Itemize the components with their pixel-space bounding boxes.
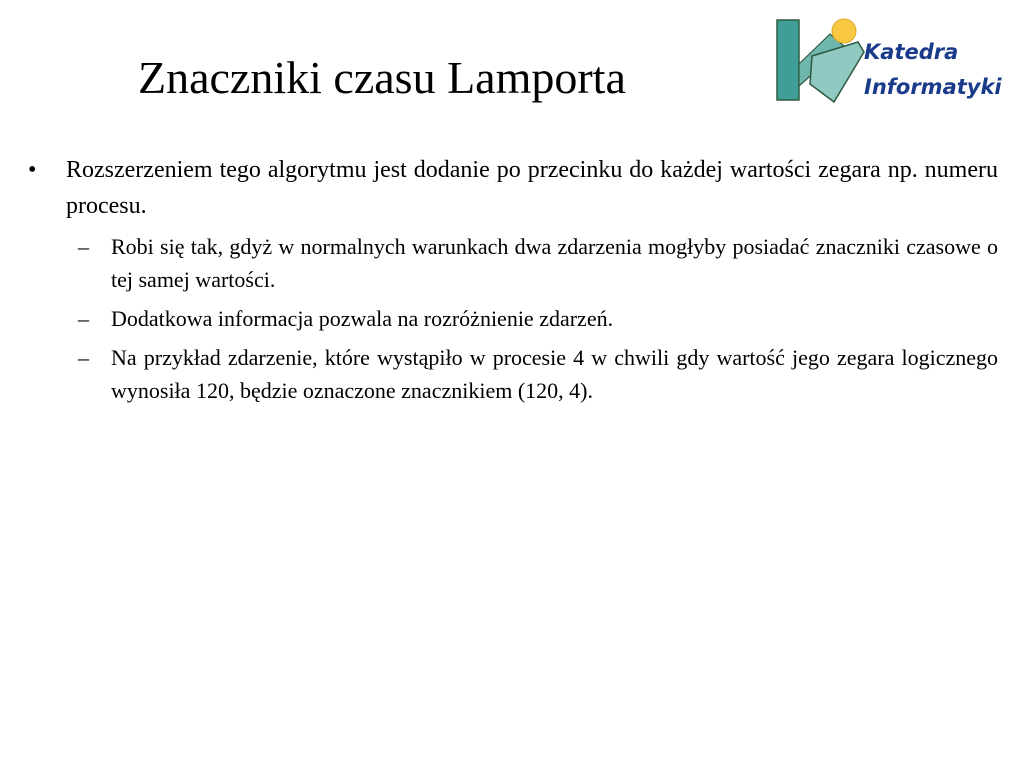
sub-bullet-item (22, 230, 998, 296)
logo-text-line1: Katedra (864, 40, 959, 64)
sub-bullet-text: Na przykład zdarzenie, które wystąpiło w procesie 4 w chwili gdy wartość jego zegara logicznego wynosiła 120, będzie oznaczone znacznikiem (120, 4). (111, 345, 998, 403)
logo-sun-icon (832, 19, 856, 43)
bullet-item (22, 152, 998, 224)
dash-marker: – (78, 234, 89, 259)
logo-text-line2: Informatyki (864, 75, 1002, 99)
sub-bullet-item (22, 302, 998, 335)
sub-bullet-item (22, 341, 998, 407)
bullet-marker: • (28, 157, 37, 183)
bullet-text: Rozszerzeniem tego algorytmu jest dodanie po przecinku do każdej wartości zegara np. numeru procesu. (66, 157, 998, 219)
katedra-informatyki-logo (774, 14, 1010, 106)
sub-bullet-text: Dodatkowa informacja pozwala na rozróżnienie zdarzeń. (111, 306, 614, 331)
logo-graphic (774, 14, 1010, 106)
slide-content (22, 152, 998, 413)
dash-marker: – (78, 345, 89, 370)
sub-bullet-text: Robi się tak, gdyż w normalnych warunkach dwa zdarzenia mogłyby posiadać znaczniki czasowe o tej samej wartości. (111, 234, 998, 292)
dash-marker: – (78, 306, 89, 331)
slide-title: Znaczniki czasu Lamporta (138, 52, 626, 103)
logo-k-bar (777, 20, 799, 100)
